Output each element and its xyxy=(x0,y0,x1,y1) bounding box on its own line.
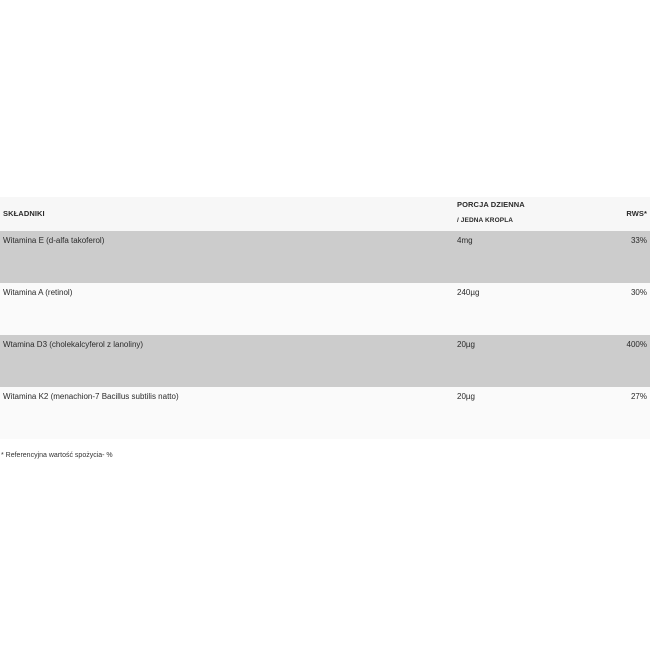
ingredient-portion: 4mg xyxy=(457,236,473,245)
table-row xyxy=(0,335,650,387)
ingredient-portion: 20µg xyxy=(457,392,475,401)
table-row xyxy=(0,283,650,335)
ingredient-rws: 27% xyxy=(630,392,647,401)
ingredient-rws: 30% xyxy=(630,288,647,297)
header-portion-sub: / JEDNA KROPLA xyxy=(457,217,514,224)
header-rws: RWS* xyxy=(626,209,647,218)
table-row xyxy=(0,231,650,283)
ingredient-name: Witamina E (d-alfa takoferol) xyxy=(3,236,105,245)
header-portion: PORCJA DZIENNA xyxy=(457,200,525,209)
ingredient-portion: 20µg xyxy=(457,340,475,349)
header-ingredients: SKŁADNIKI xyxy=(3,209,45,218)
ingredient-name: Witamina A (retinol) xyxy=(3,288,73,297)
ingredient-name: Witamina K2 (menachion-7 Bacillus subtilis natto) xyxy=(3,392,179,401)
table-row xyxy=(0,387,650,439)
ingredient-rws: 33% xyxy=(630,236,647,245)
ingredient-rws: 400% xyxy=(626,340,647,349)
ingredient-portion: 240µg xyxy=(457,288,480,297)
ingredient-name: Wtamina D3 (cholekalcyferol z lanoliny) xyxy=(3,340,144,349)
nutrition-table xyxy=(0,197,650,439)
table-header xyxy=(0,197,650,231)
footnote: * Referencyjna wartość spożycia- % xyxy=(1,452,113,459)
